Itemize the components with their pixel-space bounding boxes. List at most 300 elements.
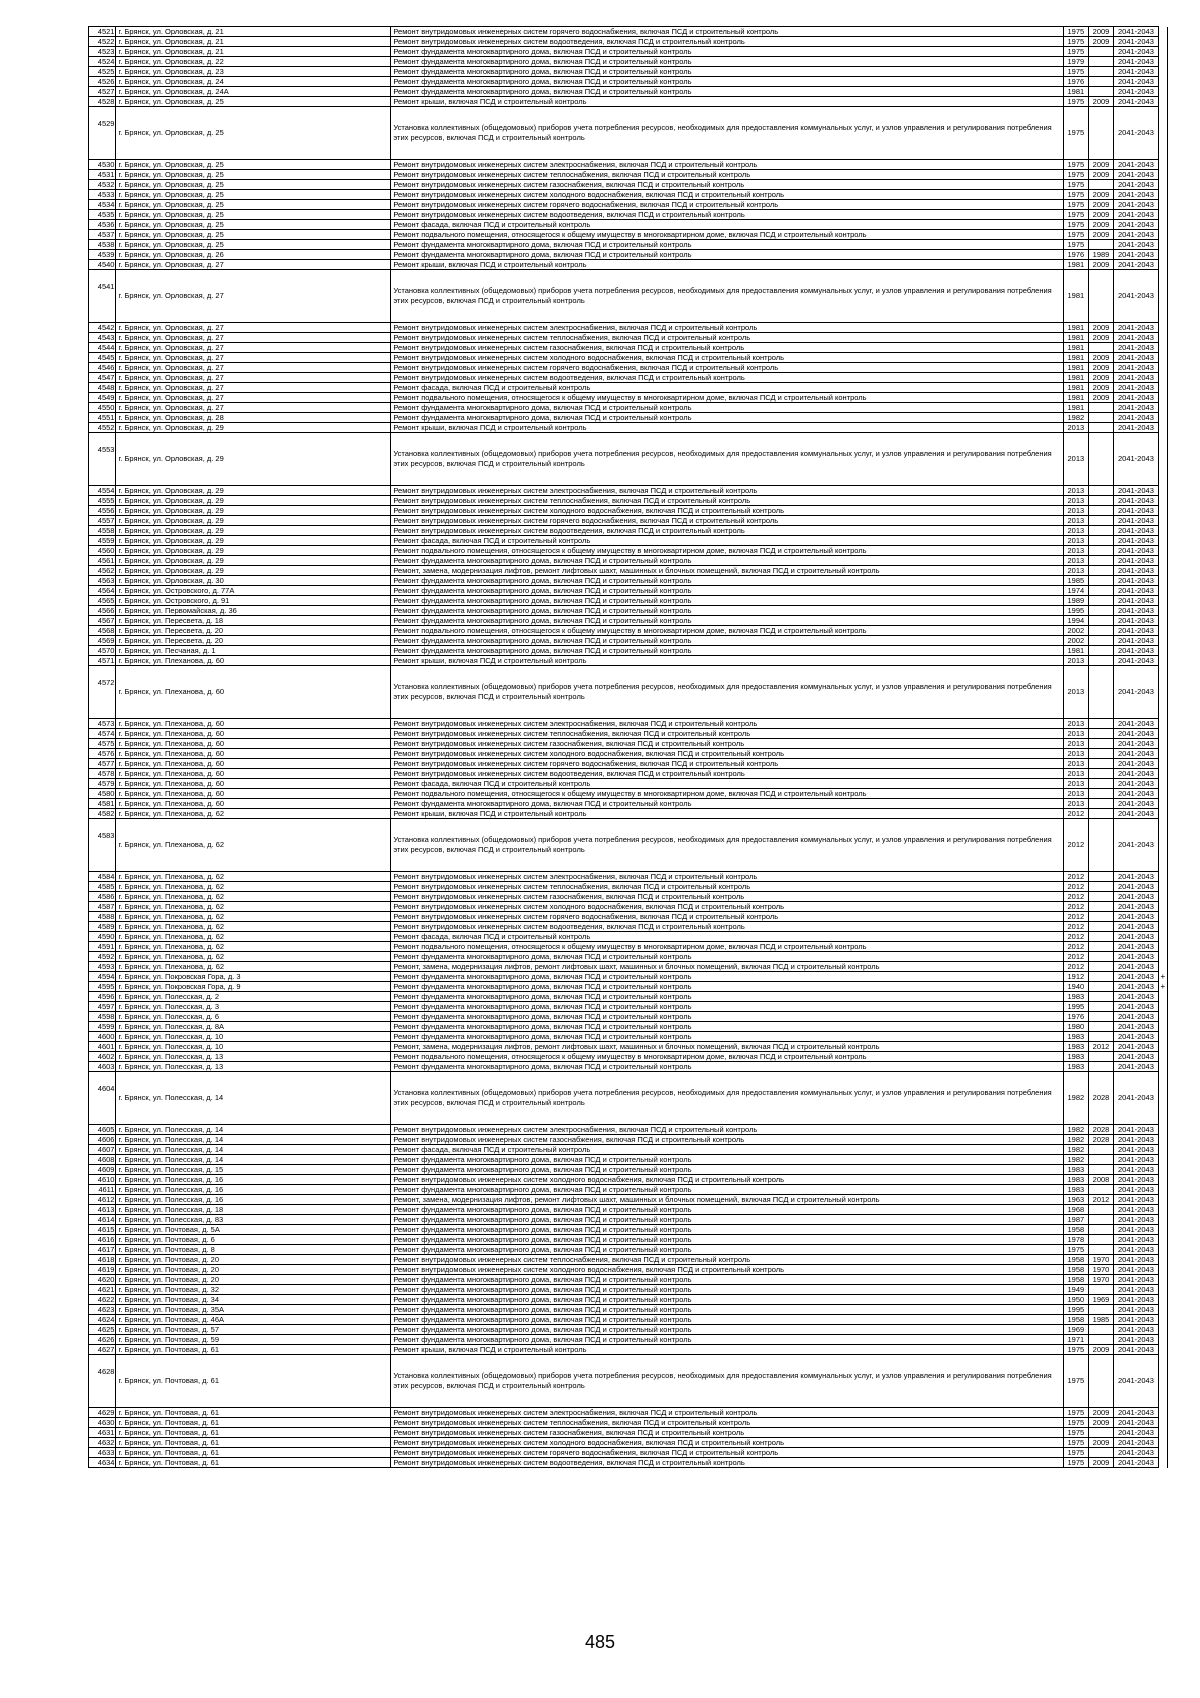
build-year-cell: 1981 (1063, 270, 1088, 323)
last-repair-year-cell (1088, 47, 1113, 57)
table-row (89, 1155, 1168, 1165)
build-year-cell: 1975 (1063, 1428, 1088, 1438)
work-type-cell: Ремонт внутридомовых инженерных систем электроснабжения, включая ПСД и строительный контроль (391, 872, 1063, 882)
mark-cell (1158, 170, 1167, 180)
table-row (89, 809, 1168, 819)
work-type-cell: Ремонт внутридомовых инженерных систем газоснабжения, включая ПСД и строительный контроль (391, 1135, 1063, 1145)
address-cell: г. Брянск, ул. Плеханова, д. 60 (116, 779, 391, 789)
last-repair-year-cell (1088, 739, 1113, 749)
row-number-cell: 4628 (89, 1355, 116, 1408)
mark-cell (1158, 1438, 1167, 1448)
table-row (89, 1185, 1168, 1195)
work-type-cell: Ремонт фундамента многоквартирного дома, включая ПСД и строительный контроль (391, 1185, 1063, 1195)
work-type-cell: Ремонт фундамента многоквартирного дома, включая ПСД и строительный контроль (391, 1305, 1063, 1315)
planned-period-cell: 2041-2043 (1114, 1355, 1159, 1408)
row-number-cell: 4589 (89, 922, 116, 932)
work-type-cell: Ремонт фасада, включая ПСД и строительный контроль (391, 536, 1063, 546)
address-cell: г. Брянск, ул. Плеханова, д. 62 (116, 932, 391, 942)
row-number-cell: 4531 (89, 170, 116, 180)
table-row (89, 1265, 1168, 1275)
mark-cell (1158, 1255, 1167, 1265)
table-row (89, 1345, 1168, 1355)
mark-cell (1158, 596, 1167, 606)
mark-cell (1158, 423, 1167, 433)
work-type-cell: Ремонт фундамента многоквартирного дома, включая ПСД и строительный контроль (391, 1235, 1063, 1245)
table-row (89, 270, 1168, 323)
table-row (89, 323, 1168, 333)
build-year-cell: 1974 (1063, 586, 1088, 596)
work-type-cell: Установка коллективных (общедомовых) приборов учета потребления ресурсов, необходимых для предоставления коммунальных услуг, и узлов управления и регулирования потребления этих ресурсов, включая ПСД и строительный контроль (391, 819, 1063, 872)
row-number-cell: 4590 (89, 932, 116, 942)
mark-cell (1158, 190, 1167, 200)
mark-cell (1158, 729, 1167, 739)
work-type-cell: Ремонт фундамента многоквартирного дома, включая ПСД и строительный контроль (391, 596, 1063, 606)
last-repair-year-cell: 1985 (1088, 1315, 1113, 1325)
last-repair-year-cell (1088, 902, 1113, 912)
last-repair-year-cell: 2009 (1088, 1438, 1113, 1448)
last-repair-year-cell: 2009 (1088, 383, 1113, 393)
mark-cell (1158, 373, 1167, 383)
mark-cell (1158, 636, 1167, 646)
planned-period-cell: 2041-2043 (1114, 626, 1159, 636)
work-type-cell: Ремонт фундамента многоквартирного дома, включая ПСД и строительный контроль (391, 403, 1063, 413)
planned-period-cell: 2041-2043 (1114, 270, 1159, 323)
work-type-cell: Ремонт внутридомовых инженерных систем электроснабжения, включая ПСД и строительный контроль (391, 160, 1063, 170)
work-type-cell: Ремонт внутридомовых инженерных систем холодного водоснабжения, включая ПСД и строительный контроль (391, 506, 1063, 516)
build-year-cell: 1975 (1063, 27, 1088, 37)
last-repair-year-cell (1088, 546, 1113, 556)
last-repair-year-cell (1088, 1062, 1113, 1072)
address-cell: г. Брянск, ул. Плеханова, д. 62 (116, 912, 391, 922)
build-year-cell: 2012 (1063, 922, 1088, 932)
table-row (89, 902, 1168, 912)
row-number-cell: 4524 (89, 57, 116, 67)
work-type-cell: Ремонт фасада, включая ПСД и строительный контроль (391, 220, 1063, 230)
table-row (89, 1125, 1168, 1135)
planned-period-cell: 2041-2043 (1114, 1245, 1159, 1255)
row-number-cell: 4631 (89, 1428, 116, 1438)
last-repair-year-cell: 1969 (1088, 1295, 1113, 1305)
last-repair-year-cell (1088, 1335, 1113, 1345)
mark-cell (1158, 57, 1167, 67)
row-number-cell: 4563 (89, 576, 116, 586)
planned-period-cell: 2041-2043 (1114, 413, 1159, 423)
row-number-cell: 4575 (89, 739, 116, 749)
row-number-cell: 4521 (89, 27, 116, 37)
table-row (89, 739, 1168, 749)
row-number-cell: 4614 (89, 1215, 116, 1225)
work-type-cell: Ремонт внутридомовых инженерных систем холодного водоснабжения, включая ПСД и строительный контроль (391, 1265, 1063, 1275)
planned-period-cell: 2041-2043 (1114, 1145, 1159, 1155)
last-repair-year-cell (1088, 749, 1113, 759)
mark-cell (1158, 912, 1167, 922)
mark-cell (1158, 962, 1167, 972)
work-type-cell: Ремонт внутридомовых инженерных систем горячего водоснабжения, включая ПСД и строительный контроль (391, 27, 1063, 37)
table-row (89, 1042, 1168, 1052)
table-row (89, 1022, 1168, 1032)
work-type-cell: Установка коллективных (общедомовых) приборов учета потребления ресурсов, необходимых для предоставления коммунальных услуг, и узлов управления и регулирования потребления этих ресурсов, включая ПСД и строительный контроль (391, 270, 1063, 323)
work-type-cell: Ремонт фундамента многоквартирного дома, включая ПСД и строительный контроль (391, 77, 1063, 87)
mark-cell (1158, 270, 1167, 323)
mark-cell (1158, 230, 1167, 240)
table-row (89, 952, 1168, 962)
planned-period-cell: 2041-2043 (1114, 992, 1159, 1002)
row-number-cell: 4545 (89, 353, 116, 363)
build-year-cell: 1983 (1063, 1032, 1088, 1042)
planned-period-cell: 2041-2043 (1114, 1012, 1159, 1022)
mark-cell (1158, 1458, 1167, 1468)
build-year-cell: 1975 (1063, 1408, 1088, 1418)
mark-cell (1158, 546, 1167, 556)
build-year-cell: 2013 (1063, 769, 1088, 779)
last-repair-year-cell (1088, 1428, 1113, 1438)
last-repair-year-cell (1088, 576, 1113, 586)
build-year-cell: 1975 (1063, 160, 1088, 170)
row-number-cell: 4554 (89, 486, 116, 496)
work-type-cell: Ремонт фундамента многоквартирного дома, включая ПСД и строительный контроль (391, 1032, 1063, 1042)
work-type-cell: Ремонт фундамента многоквартирного дома, включая ПСД и строительный контроль (391, 1155, 1063, 1165)
address-cell: г. Брянск, ул. Почтовая, д. 61 (116, 1418, 391, 1428)
last-repair-year-cell (1088, 180, 1113, 190)
table-row (89, 719, 1168, 729)
address-cell: г. Брянск, ул. Почтовая, д. 35А (116, 1305, 391, 1315)
row-number-cell: 4574 (89, 729, 116, 739)
planned-period-cell: 2041-2043 (1114, 799, 1159, 809)
table-row (89, 1215, 1168, 1225)
work-type-cell: Ремонт фундамента многоквартирного дома, включая ПСД и строительный контроль (391, 586, 1063, 596)
build-year-cell: 1975 (1063, 230, 1088, 240)
row-number-cell: 4532 (89, 180, 116, 190)
row-number-cell: 4572 (89, 666, 116, 719)
row-number-cell: 4552 (89, 423, 116, 433)
planned-period-cell: 2041-2043 (1114, 180, 1159, 190)
last-repair-year-cell (1088, 882, 1113, 892)
planned-period-cell: 2041-2043 (1114, 1205, 1159, 1215)
row-number-cell: 4560 (89, 546, 116, 556)
address-cell: г. Брянск, ул. Покровская Гора, д. 9 (116, 982, 391, 992)
row-number-cell: 4555 (89, 496, 116, 506)
mark-cell (1158, 1032, 1167, 1042)
build-year-cell: 1983 (1063, 1052, 1088, 1062)
row-number-cell: 4603 (89, 1062, 116, 1072)
row-number-cell: 4551 (89, 413, 116, 423)
last-repair-year-cell (1088, 982, 1113, 992)
address-cell: г. Брянск, ул. Орловская, д. 23 (116, 67, 391, 77)
work-type-cell: Ремонт внутридомовых инженерных систем теплоснабжения, включая ПСД и строительный контроль (391, 729, 1063, 739)
build-year-cell: 1995 (1063, 1002, 1088, 1012)
planned-period-cell: 2041-2043 (1114, 972, 1159, 982)
address-cell: г. Брянск, ул. Орловская, д. 29 (116, 486, 391, 496)
row-number-cell: 4604 (89, 1072, 116, 1125)
planned-period-cell: 2041-2043 (1114, 506, 1159, 516)
last-repair-year-cell: 2028 (1088, 1072, 1113, 1125)
mark-cell (1158, 496, 1167, 506)
table-row (89, 1295, 1168, 1305)
planned-period-cell: 2041-2043 (1114, 616, 1159, 626)
last-repair-year-cell (1088, 1215, 1113, 1225)
last-repair-year-cell (1088, 506, 1113, 516)
row-number-cell: 4553 (89, 433, 116, 486)
planned-period-cell: 2041-2043 (1114, 759, 1159, 769)
address-cell: г. Брянск, ул. Плеханова, д. 60 (116, 799, 391, 809)
work-type-cell: Ремонт внутридомовых инженерных систем водоотведения, включая ПСД и строительный контроль (391, 210, 1063, 220)
table-row (89, 1408, 1168, 1418)
row-number-cell: 4591 (89, 942, 116, 952)
table-row (89, 37, 1168, 47)
work-type-cell: Ремонт фундамента многоквартирного дома, включая ПСД и строительный контроль (391, 1165, 1063, 1175)
address-cell: г. Брянск, ул. Почтовая, д. 20 (116, 1265, 391, 1275)
last-repair-year-cell (1088, 1165, 1113, 1175)
last-repair-year-cell: 2009 (1088, 1345, 1113, 1355)
last-repair-year-cell (1088, 809, 1113, 819)
table-row (89, 596, 1168, 606)
work-type-cell: Ремонт фундамента многоквартирного дома, включая ПСД и строительный контроль (391, 606, 1063, 616)
build-year-cell: 1975 (1063, 107, 1088, 160)
mark-cell (1158, 506, 1167, 516)
last-repair-year-cell (1088, 636, 1113, 646)
mark-cell (1158, 433, 1167, 486)
table-row (89, 516, 1168, 526)
work-type-cell: Ремонт фундамента многоквартирного дома, включая ПСД и строительный контроль (391, 616, 1063, 626)
build-year-cell: 1912 (1063, 972, 1088, 982)
mark-cell (1158, 739, 1167, 749)
last-repair-year-cell (1088, 872, 1113, 882)
row-number-cell: 4594 (89, 972, 116, 982)
address-cell: г. Брянск, ул. Орловская, д. 27 (116, 343, 391, 353)
last-repair-year-cell (1088, 1325, 1113, 1335)
address-cell: г. Брянск, ул. Почтовая, д. 61 (116, 1428, 391, 1438)
build-year-cell: 1982 (1063, 1145, 1088, 1155)
build-year-cell: 2012 (1063, 962, 1088, 972)
table-row (89, 1165, 1168, 1175)
last-repair-year-cell (1088, 729, 1113, 739)
work-type-cell: Ремонт фундамента многоквартирного дома, включая ПСД и строительный контроль (391, 1275, 1063, 1285)
table-row (89, 1305, 1168, 1315)
planned-period-cell: 2041-2043 (1114, 160, 1159, 170)
work-type-cell: Ремонт внутридомовых инженерных систем газоснабжения, включая ПСД и строительный контроль (391, 1428, 1063, 1438)
capital-repair-table (88, 26, 1168, 1468)
planned-period-cell: 2041-2043 (1114, 87, 1159, 97)
planned-period-cell: 2041-2043 (1114, 423, 1159, 433)
address-cell: г. Брянск, ул. Плеханова, д. 60 (116, 769, 391, 779)
work-type-cell: Установка коллективных (общедомовых) приборов учета потребления ресурсов, необходимых для предоставления коммунальных услуг, и узлов управления и регулирования потребления этих ресурсов, включая ПСД и строительный контроль (391, 1355, 1063, 1408)
table-row (89, 1275, 1168, 1285)
mark-cell (1158, 1325, 1167, 1335)
last-repair-year-cell: 1970 (1088, 1255, 1113, 1265)
address-cell: г. Брянск, ул. Почтовая, д. 46А (116, 1315, 391, 1325)
planned-period-cell: 2041-2043 (1114, 1315, 1159, 1325)
mark-cell (1158, 1295, 1167, 1305)
table-row (89, 759, 1168, 769)
row-number-cell: 4610 (89, 1175, 116, 1185)
table-row (89, 636, 1168, 646)
work-type-cell: Ремонт фундамента многоквартирного дома, включая ПСД и строительный контроль (391, 646, 1063, 656)
work-type-cell: Установка коллективных (общедомовых) приборов учета потребления ресурсов, необходимых для предоставления коммунальных услуг, и узлов управления и регулирования потребления этих ресурсов, включая ПСД и строительный контроль (391, 666, 1063, 719)
row-number-cell: 4588 (89, 912, 116, 922)
work-type-cell: Ремонт, замена, модернизация лифтов, ремонт лифтовых шахт, машинных и блочных помещений, включая ПСД и строительный контроль (391, 1195, 1063, 1205)
address-cell: г. Брянск, ул. Орловская, д. 27 (116, 270, 391, 323)
mark-cell (1158, 789, 1167, 799)
build-year-cell: 1975 (1063, 200, 1088, 210)
work-type-cell: Ремонт фундамента многоквартирного дома, включая ПСД и строительный контроль (391, 1325, 1063, 1335)
mark-cell (1158, 942, 1167, 952)
work-type-cell: Установка коллективных (общедомовых) приборов учета потребления ресурсов, необходимых для предоставления коммунальных услуг, и узлов управления и регулирования потребления этих ресурсов, включая ПСД и строительный контроль (391, 1072, 1063, 1125)
build-year-cell: 2012 (1063, 819, 1088, 872)
build-year-cell: 2013 (1063, 536, 1088, 546)
mark-cell (1158, 363, 1167, 373)
mark-cell (1158, 799, 1167, 809)
row-number-cell: 4568 (89, 626, 116, 636)
table-row (89, 1225, 1168, 1235)
address-cell: г. Брянск, ул. Орловская, д. 27 (116, 363, 391, 373)
planned-period-cell: 2041-2043 (1114, 982, 1159, 992)
work-type-cell: Ремонт внутридомовых инженерных систем холодного водоснабжения, включая ПСД и строительный контроль (391, 902, 1063, 912)
build-year-cell: 1983 (1063, 1175, 1088, 1185)
address-cell: г. Брянск, ул. Почтовая, д. 59 (116, 1335, 391, 1345)
planned-period-cell: 2041-2043 (1114, 749, 1159, 759)
last-repair-year-cell: 2008 (1088, 1175, 1113, 1185)
address-cell: г. Брянск, ул. Плеханова, д. 60 (116, 656, 391, 666)
planned-period-cell: 2041-2043 (1114, 170, 1159, 180)
planned-period-cell: 2041-2043 (1114, 1125, 1159, 1135)
row-number-cell: 4573 (89, 719, 116, 729)
last-repair-year-cell (1088, 1032, 1113, 1042)
table-row (89, 799, 1168, 809)
build-year-cell: 2012 (1063, 809, 1088, 819)
work-type-cell: Ремонт внутридомовых инженерных систем водоотведения, включая ПСД и строительный контроль (391, 37, 1063, 47)
address-cell: г. Брянск, ул. Почтовая, д. 61 (116, 1438, 391, 1448)
address-cell: г. Брянск, ул. Островского, д. 77А (116, 586, 391, 596)
row-number-cell: 4565 (89, 596, 116, 606)
work-type-cell: Ремонт фундамента многоквартирного дома, включая ПСД и строительный контроль (391, 250, 1063, 260)
mark-cell (1158, 1225, 1167, 1235)
build-year-cell: 2013 (1063, 506, 1088, 516)
address-cell: г. Брянск, ул. Полесская, д. 2 (116, 992, 391, 1002)
work-type-cell: Ремонт фундамента многоквартирного дома, включая ПСД и строительный контроль (391, 952, 1063, 962)
planned-period-cell: 2041-2043 (1114, 1335, 1159, 1345)
build-year-cell: 1975 (1063, 47, 1088, 57)
row-number-cell: 4615 (89, 1225, 116, 1235)
build-year-cell: 2012 (1063, 872, 1088, 882)
table-row (89, 210, 1168, 220)
work-type-cell: Ремонт фундамента многоквартирного дома, включая ПСД и строительный контроль (391, 1245, 1063, 1255)
last-repair-year-cell (1088, 486, 1113, 496)
last-repair-year-cell (1088, 1448, 1113, 1458)
work-type-cell: Ремонт фундамента многоквартирного дома, включая ПСД и строительный контроль (391, 87, 1063, 97)
table-row (89, 536, 1168, 546)
address-cell: г. Брянск, ул. Почтовая, д. 57 (116, 1325, 391, 1335)
address-cell: г. Брянск, ул. Островского, д. 91 (116, 596, 391, 606)
mark-cell (1158, 240, 1167, 250)
work-type-cell: Ремонт внутридомовых инженерных систем горячего водоснабжения, включая ПСД и строительный контроль (391, 516, 1063, 526)
address-cell: г. Брянск, ул. Полесская, д. 16 (116, 1195, 391, 1205)
last-repair-year-cell (1088, 912, 1113, 922)
planned-period-cell: 2041-2043 (1114, 1408, 1159, 1418)
page-number: 485 (584, 1632, 616, 1652)
address-cell: г. Брянск, ул. Песчаная, д. 1 (116, 646, 391, 656)
table-row (89, 1285, 1168, 1295)
address-cell: г. Брянск, ул. Плеханова, д. 62 (116, 892, 391, 902)
address-cell: г. Брянск, ул. Почтовая, д. 20 (116, 1275, 391, 1285)
address-cell: г. Брянск, ул. Орловская, д. 25 (116, 107, 391, 160)
build-year-cell: 1981 (1063, 353, 1088, 363)
mark-cell (1158, 1275, 1167, 1285)
build-year-cell: 2002 (1063, 636, 1088, 646)
address-cell: г. Брянск, ул. Полесская, д. 10 (116, 1042, 391, 1052)
table-row (89, 1175, 1168, 1185)
row-number-cell: 4540 (89, 260, 116, 270)
planned-period-cell: 2041-2043 (1114, 872, 1159, 882)
row-number-cell: 4593 (89, 962, 116, 972)
mark-cell (1158, 393, 1167, 403)
work-type-cell: Ремонт внутридомовых инженерных систем газоснабжения, включая ПСД и строительный контроль (391, 343, 1063, 353)
row-number-cell: 4536 (89, 220, 116, 230)
planned-period-cell: 2041-2043 (1114, 323, 1159, 333)
planned-period-cell: 2041-2043 (1114, 1135, 1159, 1145)
mark-cell (1158, 1408, 1167, 1418)
table-row (89, 982, 1168, 992)
planned-period-cell: 2041-2043 (1114, 1032, 1159, 1042)
planned-period-cell: 2041-2043 (1114, 646, 1159, 656)
planned-period-cell: 2041-2043 (1114, 1295, 1159, 1305)
address-cell: г. Брянск, ул. Орловская, д. 29 (116, 526, 391, 536)
table-row (89, 107, 1168, 160)
work-type-cell: Ремонт, замена, модернизация лифтов, ремонт лифтовых шахт, машинных и блочных помещений, включая ПСД и строительный контроль (391, 566, 1063, 576)
address-cell: г. Брянск, ул. Орловская, д. 25 (116, 200, 391, 210)
build-year-cell: 1976 (1063, 77, 1088, 87)
table-row (89, 789, 1168, 799)
build-year-cell: 1958 (1063, 1315, 1088, 1325)
work-type-cell: Ремонт подвального помещения, относящегося к общему имуществу в многоквартирном доме, включая ПСД и строительный контроль (391, 230, 1063, 240)
mark-cell (1158, 97, 1167, 107)
address-cell: г. Брянск, ул. Орловская, д. 29 (116, 496, 391, 506)
build-year-cell: 1981 (1063, 383, 1088, 393)
last-repair-year-cell (1088, 1225, 1113, 1235)
table-row (89, 413, 1168, 423)
address-cell: г. Брянск, ул. Полесская, д. 14 (116, 1072, 391, 1125)
planned-period-cell: 2041-2043 (1114, 922, 1159, 932)
address-cell: г. Брянск, ул. Орловская, д. 21 (116, 27, 391, 37)
address-cell: г. Брянск, ул. Полесская, д. 8А (116, 1022, 391, 1032)
last-repair-year-cell (1088, 1235, 1113, 1245)
row-number-cell: 4633 (89, 1448, 116, 1458)
table-row (89, 496, 1168, 506)
row-number-cell: 4632 (89, 1438, 116, 1448)
build-year-cell: 1994 (1063, 616, 1088, 626)
row-number-cell: 4620 (89, 1275, 116, 1285)
last-repair-year-cell (1088, 626, 1113, 636)
mark-cell (1158, 1022, 1167, 1032)
row-number-cell: 4600 (89, 1032, 116, 1042)
mark-cell (1158, 200, 1167, 210)
row-number-cell: 4576 (89, 749, 116, 759)
table-row (89, 373, 1168, 383)
build-year-cell: 1983 (1063, 1042, 1088, 1052)
build-year-cell: 2013 (1063, 656, 1088, 666)
mark-cell (1158, 27, 1167, 37)
planned-period-cell: 2041-2043 (1114, 200, 1159, 210)
planned-period-cell: 2041-2043 (1114, 556, 1159, 566)
build-year-cell: 1982 (1063, 1135, 1088, 1145)
address-cell: г. Брянск, ул. Плеханова, д. 62 (116, 942, 391, 952)
planned-period-cell: 2041-2043 (1114, 719, 1159, 729)
planned-period-cell: 2041-2043 (1114, 67, 1159, 77)
address-cell: г. Брянск, ул. Почтовая, д. 61 (116, 1448, 391, 1458)
table-row (89, 892, 1168, 902)
address-cell: г. Брянск, ул. Полесская, д. 3 (116, 1002, 391, 1012)
last-repair-year-cell (1088, 1012, 1113, 1022)
mark-cell (1158, 809, 1167, 819)
